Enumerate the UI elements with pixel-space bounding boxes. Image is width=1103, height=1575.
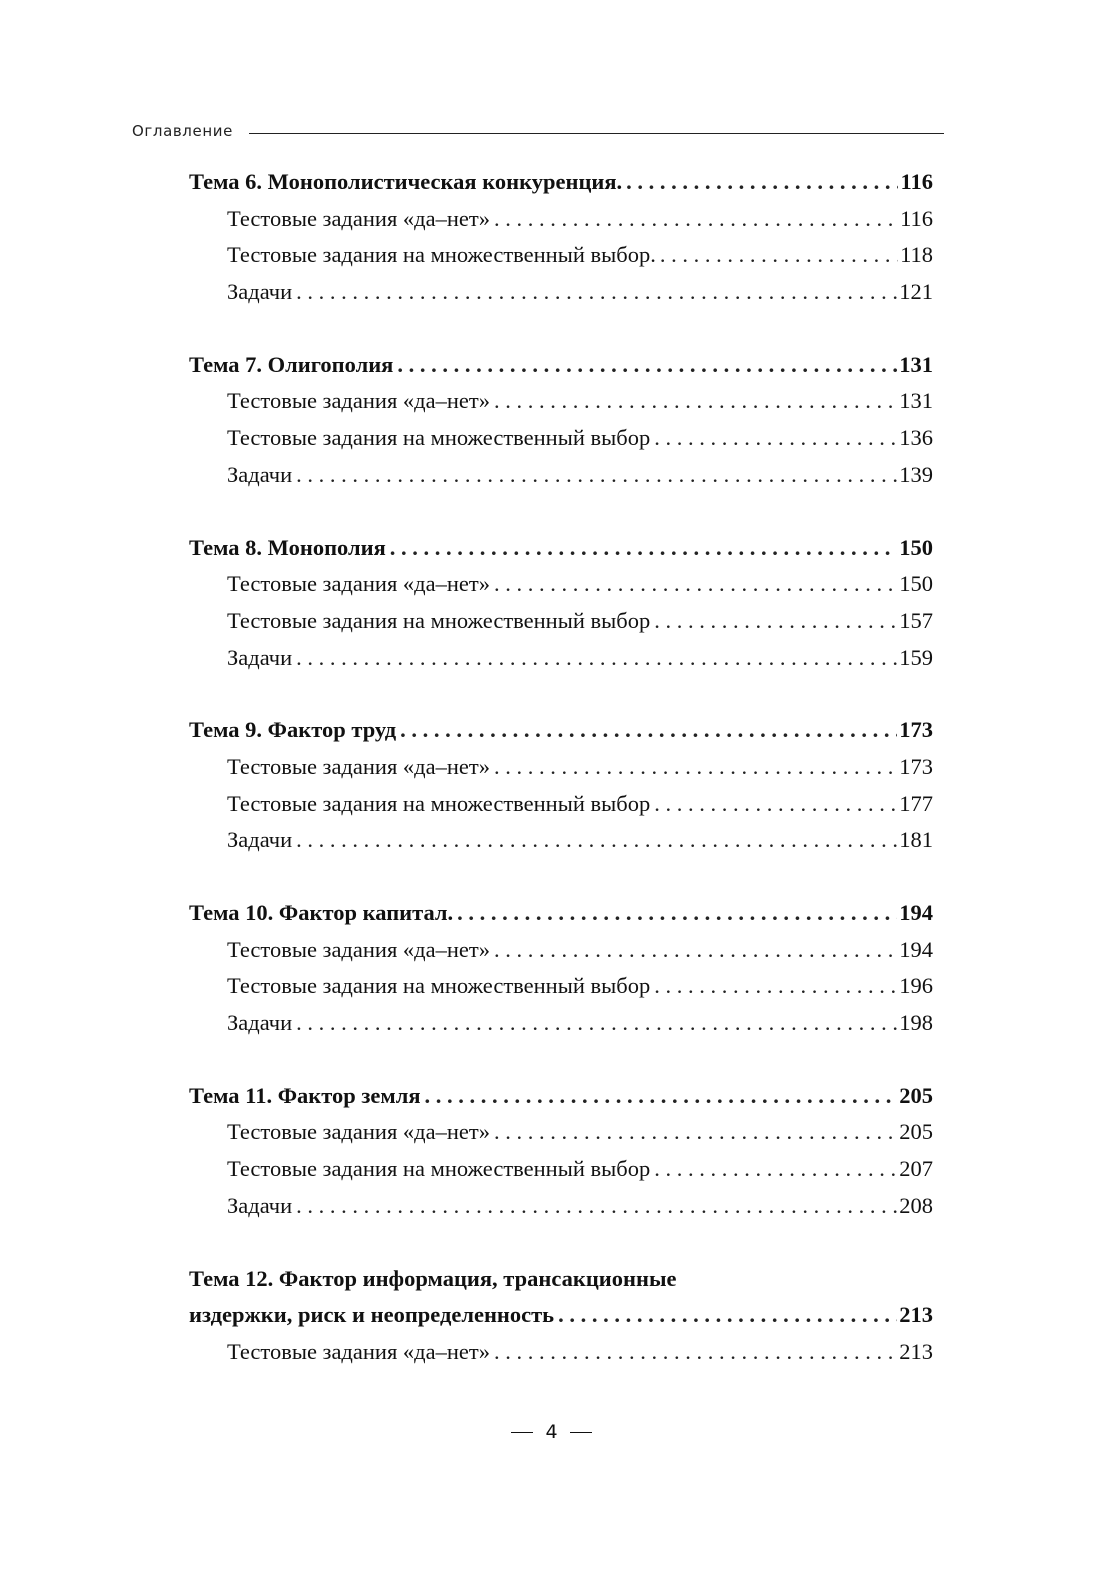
toc-dot-leader — [296, 274, 897, 311]
toc-entry[interactable] — [189, 274, 933, 311]
toc-entry[interactable] — [189, 786, 933, 823]
toc-topic-heading[interactable] — [189, 712, 933, 749]
toc-topic-title: Тема 10. Фактор капитал. — [189, 900, 454, 925]
toc-topic-heading[interactable] — [189, 530, 933, 567]
toc-entry[interactable] — [189, 420, 933, 457]
running-head-rule — [249, 133, 944, 134]
toc-topic — [189, 530, 933, 677]
toc-dot-leader — [654, 420, 897, 457]
toc-entry-label: Тестовые задания «да–нет» — [227, 1119, 490, 1145]
toc-entry[interactable] — [189, 1151, 933, 1188]
toc-page-number: 177 — [899, 790, 933, 816]
toc-dot-leader — [494, 932, 897, 969]
toc-page-number: 181 — [899, 827, 933, 853]
toc-page-number: 136 — [899, 425, 933, 451]
running-head-title: Оглавление — [132, 122, 233, 140]
toc-topic — [189, 1078, 933, 1225]
toc-page-number: 131 — [899, 388, 933, 414]
toc-page-number: 121 — [899, 279, 933, 305]
toc-entry-label: Тестовые задания на множественный выбор — [227, 790, 651, 816]
toc-entry-label: Тестовые задания на множественный выбор. — [227, 242, 656, 268]
toc-entry[interactable] — [189, 603, 933, 640]
toc-page-number: 213 — [899, 1302, 933, 1328]
toc-entry-label: Тестовые задания «да–нет» — [227, 1338, 490, 1364]
toc-page-number: 116 — [900, 169, 933, 194]
toc-page-number: 208 — [899, 1192, 933, 1218]
toc-topic-heading[interactable] — [189, 347, 933, 384]
toc-entry[interactable] — [189, 237, 933, 274]
toc-entry-label: Тестовые задания на множественный выбор — [227, 607, 651, 633]
toc-dot-leader — [296, 1005, 897, 1042]
toc-entry-label: Тестовые задания «да–нет» — [227, 571, 490, 597]
toc-entry-label: Задачи — [227, 827, 293, 853]
toc-topic-title: Тема 11. Фактор земля — [189, 1082, 421, 1108]
toc-entry-label: Тестовые задания «да–нет» — [227, 936, 490, 962]
toc-entry[interactable] — [189, 1005, 933, 1042]
toc-dot-leader — [494, 201, 898, 238]
toc-dot-leader — [494, 1334, 897, 1371]
footer-dash-left — [511, 1432, 533, 1433]
toc-entry-label: Задачи — [227, 1010, 293, 1036]
toc-dot-leader — [654, 603, 897, 640]
toc-topic — [189, 895, 933, 1042]
toc-topic-title: Тема 9. Фактор труд — [189, 717, 397, 743]
toc-topic — [189, 1261, 933, 1371]
footer-dash-right — [570, 1432, 592, 1433]
toc-page-number: 118 — [900, 242, 933, 268]
toc-dot-leader — [558, 1297, 897, 1334]
toc-entry[interactable] — [189, 1334, 933, 1371]
page-footer — [0, 1421, 1103, 1443]
toc-page-number: 173 — [899, 717, 933, 743]
toc-page-number: 205 — [899, 1082, 933, 1108]
toc-topic-title: Тема 12. Фактор информация, трансакционные — [189, 1265, 677, 1291]
toc-topic — [189, 712, 933, 859]
toc-dot-leader — [425, 1078, 898, 1115]
toc-entry-label: Тестовые задания «да–нет» — [227, 388, 490, 414]
toc-dot-leader — [494, 749, 897, 786]
toc-entry[interactable] — [189, 566, 933, 603]
toc-page-number: 196 — [899, 973, 933, 999]
toc-topic-title: издержки, риск и неопределенность — [189, 1302, 555, 1328]
toc-entry-label: Задачи — [227, 644, 293, 670]
toc-topic — [189, 164, 933, 311]
toc-dot-leader — [660, 237, 898, 274]
toc-topic-heading[interactable] — [189, 1078, 933, 1115]
toc-page-number: 159 — [899, 644, 933, 670]
toc-page-number: 198 — [899, 1010, 933, 1036]
toc-entry[interactable] — [189, 822, 933, 859]
toc-dot-leader — [296, 1188, 897, 1225]
toc-page-number: 116 — [900, 205, 933, 231]
toc-entry-label: Задачи — [227, 1192, 293, 1218]
toc-dot-leader — [654, 1151, 897, 1188]
toc-topic-heading[interactable] — [189, 895, 933, 932]
toc-dot-leader — [494, 1114, 897, 1151]
toc-entry[interactable] — [189, 749, 933, 786]
toc-entry[interactable] — [189, 968, 933, 1005]
toc-page-number: 131 — [899, 351, 933, 377]
toc-dot-leader — [400, 712, 897, 749]
toc-dot-leader — [457, 895, 897, 932]
toc-topic-title: Тема 6. Монополистическая конкуренция. — [189, 169, 623, 194]
toc-topic-heading[interactable] — [189, 1297, 933, 1334]
toc-page-number: 205 — [899, 1119, 933, 1145]
toc-entry-label: Тестовые задания на множественный выбор — [227, 425, 651, 451]
toc-dot-leader — [494, 383, 897, 420]
toc-dot-leader — [626, 164, 898, 201]
toc-entry-label: Тестовые задания на множественный выбор — [227, 1156, 651, 1182]
toc-entry[interactable] — [189, 383, 933, 420]
toc-topic-title: Тема 8. Монополия — [189, 534, 386, 560]
page-number: 4 — [545, 1421, 558, 1443]
toc-dot-leader — [296, 640, 897, 677]
toc-dot-leader — [397, 347, 897, 384]
toc-dot-leader — [654, 968, 897, 1005]
toc-page-number: 213 — [899, 1338, 933, 1364]
toc-dot-leader — [390, 530, 897, 567]
toc-entry[interactable] — [189, 640, 933, 677]
toc-dot-leader — [654, 786, 897, 823]
toc-entry[interactable] — [189, 201, 933, 238]
toc-page-number: 150 — [899, 534, 933, 560]
toc-page-number: 139 — [899, 461, 933, 487]
toc-entry[interactable] — [189, 932, 933, 969]
toc-topic-heading[interactable] — [189, 164, 933, 201]
toc-entry[interactable] — [189, 1188, 933, 1225]
table-of-contents — [189, 164, 933, 1371]
running-head — [132, 120, 944, 142]
toc-topic — [189, 347, 933, 494]
toc-dot-leader — [494, 566, 897, 603]
toc-entry-label: Тестовые задания «да–нет» — [227, 205, 490, 231]
toc-dot-leader — [296, 822, 897, 859]
toc-topic-title: Тема 7. Олигополия — [189, 351, 394, 377]
toc-entry-label: Задачи — [227, 461, 293, 487]
toc-page-number: 150 — [899, 571, 933, 597]
toc-entry-label: Тестовые задания на множественный выбор — [227, 973, 651, 999]
toc-page-number: 173 — [899, 753, 933, 779]
toc-entry-label: Задачи — [227, 279, 293, 305]
toc-entry-label: Тестовые задания «да–нет» — [227, 753, 490, 779]
toc-dot-leader — [296, 457, 897, 494]
toc-page-number: 194 — [899, 900, 933, 925]
toc-page-number: 157 — [899, 607, 933, 633]
toc-entry[interactable] — [189, 457, 933, 494]
toc-page-number: 194 — [899, 936, 933, 962]
toc-entry[interactable] — [189, 1114, 933, 1151]
toc-page-number: 207 — [899, 1156, 933, 1182]
toc-topic-heading[interactable] — [189, 1261, 933, 1298]
